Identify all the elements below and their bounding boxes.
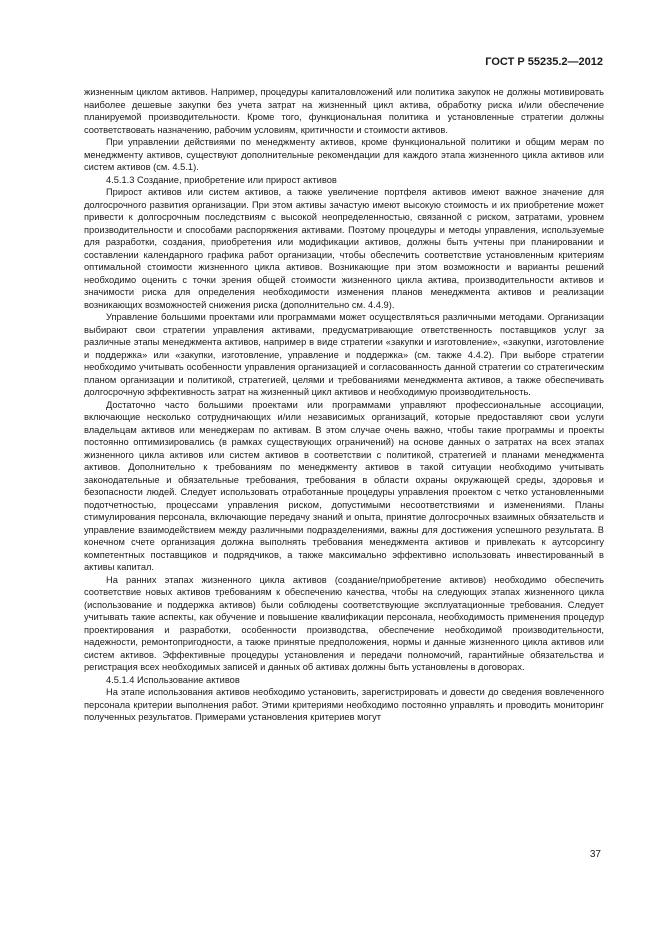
document-body — [84, 86, 604, 724]
paragraph: Управление большими проектами или программами может осуществляться различными методами. Организации выбирают свои стратегии управления активами, предусматривающие ответственность поставщиков услуг за различные этапы менеджмента активов, например в виде стратегии «закупки и изготовление», «закупки, изготовление и поддержка» или «закупки, изготовление, управление и поддержка» (см. также 4.4.2). При выборе стратегии необходимо учитывать особенности управления организацией и согласованность данной стратегии со стратегическим планом организации и политикой, стратегией, целями и требованиями менеджмента активов, а также обеспечивать долгосрочную эффективность затрат на жизненный цикл активов и необходимую производительность. — [84, 312, 604, 397]
paragraph: На ранних этапах жизненного цикла активов (создание/приобретение активов) необходимо обеспечить соответствие новых активов требованиям к обеспечению качества, чтобы на следующих этапах жизненного цикла (использование и поддержка активов) были соблюдены соответствующие эксплуатационные требования. Следует учитывать такие аспекты, как обучение и повышение квалификации персонала, необходимость применения процедур проектирования и разработки, особенности производства, обеспечение необходимой производительности, надежности, ремонтопригодности, а также принятые предположения, нормы и данные жизненного цикла активов или систем активов. Эффективные процедуры установления и передачи полномочий, гарантийные обязательства и регистрация всех необходимых записей и данных об активах должны быть установлены в договорах. — [84, 574, 604, 672]
paragraph: Достаточно часто большими проектами или программами управляют профессиональные ассоциации, включающие несколько сотрудничающих и/или независимых организаций, которые предоставляют свои услуги владельцам активов или менеджерам по активам. В этом случае очень важно, чтобы такие программы и проекты постоянно оптимизировались (в рамках существующих ограничений) на основе данных о затратах на всех этапах жизненного цикла активов или систем активов в соответствии с политикой, стратегией и планами менеджмента активов. Дополнительно к требованиям по менеджменту активов в такой ситуации необходимо учитывать законодательные и обязательные требования, требования в области охраны окружающей среды, здоровья и безопасности людей. Следует использовать отработанные процедуры управления проектом с четко установленными подотчетностью, процессами управления риском, допустимыми несоответствиями и изменениями. Планы стимулирования персонала, включающие передачу знаний и опыта, принятие долгосрочных взаимных обязательств и управление взаимодействием между различными подразделениями, важны для достижения успешного результата. В конечном счете организация должна выполнять требования менеджмента активов и привлекать к аутсорсингу компетентных поставщиков и подрядчиков, а также максимально эффективно использовать инвестированный в активы капитал. — [84, 399, 604, 572]
section-heading: 4.5.1.3 Создание, приобретение или прирост активов — [106, 174, 337, 185]
paragraph: На этапе использования активов необходимо установить, зарегистрировать и довести до сведения вовлеченного персонала критерии выполнения работ. Этими критериями необходимо постоянно управлять и проводить мониторинг полученных результатов. Примерами установления критериев могут — [84, 687, 604, 722]
section-heading: 4.5.1.4 Использование активов — [106, 674, 240, 685]
paragraph: жизненным циклом активов. Например, процедуры капиталовложений или политика закупок не должны мотивировать наиболее дешевые закупки без учета затрат на жизненный цикл актива, обработку риска и/или обеспечение планируемой производительности. Кроме того, функциональная политика и установленные стратегии должны соответствовать назначению, рабочим условиям, критичности и стоимости активов. — [84, 87, 604, 135]
paragraph: Прирост активов или систем активов, а также увеличение портфеля активов имеют важное значение для долгосрочного развития организации. При этом активы зачастую имеют высокую стоимость и их приобретение может привести к долгосрочным последствиям с высокой неопределенностью, связанной с риском, затратами, уровнем производительности и способами распоряжения активами. Поэтому процедуры и методы управления, используемые для разработки, создания, приобретения или модификации активов, должны быть учтены при планировании и составлении календарного графика работ организации, чтобы обеспечить соответствие установленным критериям оптимальной стоимости жизненного цикла активов. Возникающие при этом возможности и варианты решений необходимо оценить с точки зрения общей стоимости жизненного цикла актива, производительности активов и значимости риска для определения необходимости изменения планов менеджмента активов и реализации возникающих возможностей снижения риска (дополнительно см. 4.4.9). — [84, 187, 604, 310]
page-number: 37 — [589, 849, 601, 860]
paragraph: При управлении действиями по менеджменту активов, кроме функциональной политики и общим мерам по менеджменту активов, существуют дополнительные рекомендации для каждого этапа жизненного цикла активов или систем активов (см. 4.5.1). — [84, 137, 604, 172]
document-header: ГОСТ Р 55235.2—2012 — [485, 56, 603, 68]
